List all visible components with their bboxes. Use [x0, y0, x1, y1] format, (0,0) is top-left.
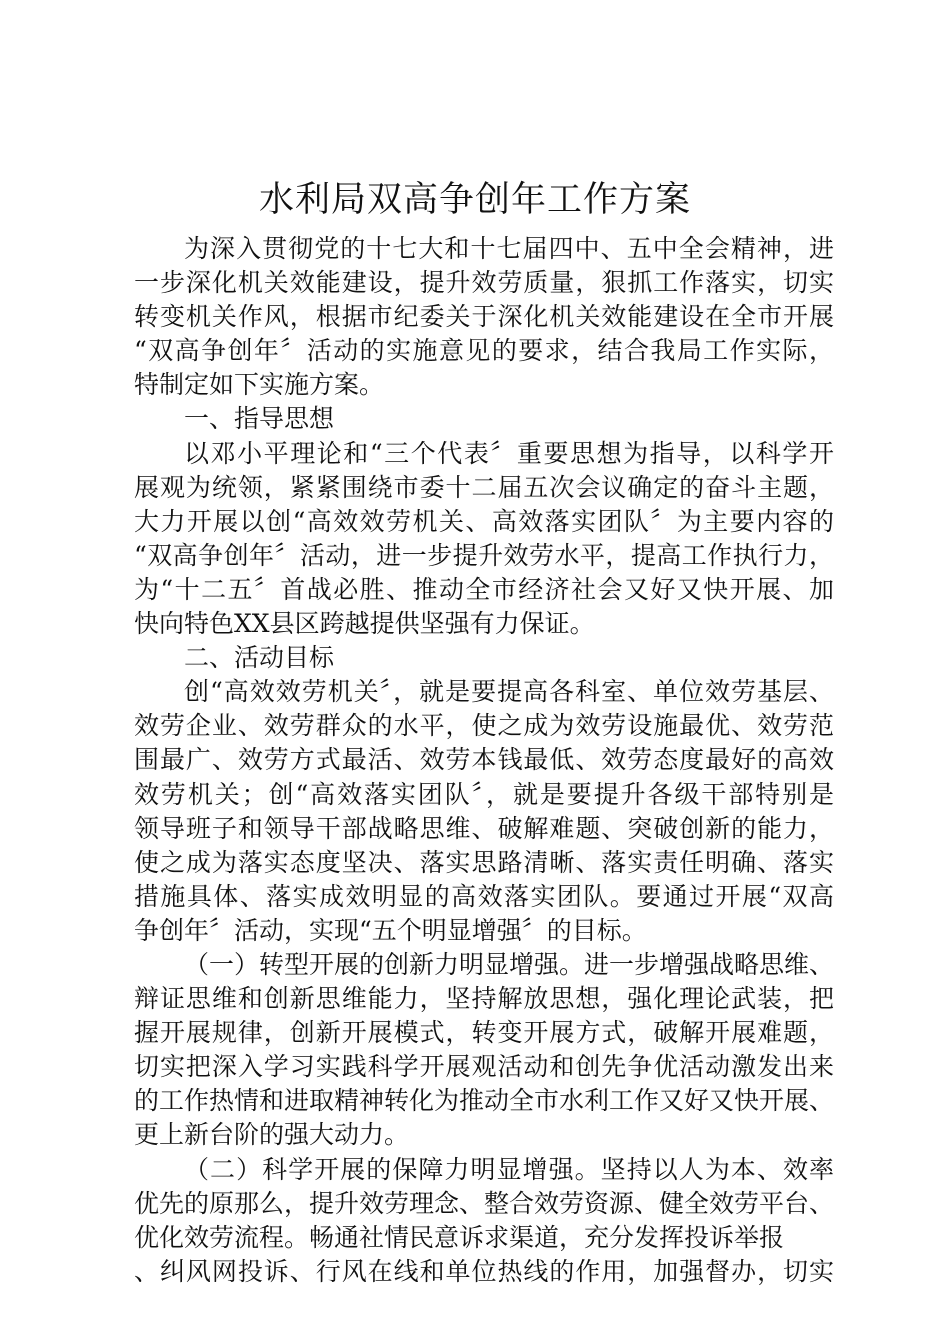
body-line: “双高争创年〞活动的实施意见的要求，结合我局工作实际，: [134, 336, 834, 366]
body-line: （一）转型开展的创新力明显增强。进一步增强战略思维、: [184, 949, 835, 979]
body-line: 为深入贯彻党的十七大和十七届四中、五中全会精神，进: [184, 234, 834, 263]
body-line: 一步深化机关效能建设，提升效劳质量，狠抓工作落实，切实: [134, 268, 834, 298]
body-line: 的工作热情和进取精神转化为推动全市水利工作又好又快开展、: [134, 1086, 835, 1116]
body-line: （二）科学开展的保障力明显增强。坚持以人为本、效率: [184, 1154, 834, 1184]
body-line: 辩证思维和创新思维能力，坚持解放思想，强化理论武装，把: [134, 984, 834, 1014]
body-line: 为“十二五〞首战必胜、推动全市经济社会又好又快开展、加: [134, 574, 834, 604]
body-line: 、纠风网投诉、行风在线和单位热线的作用，加强督办，切实: [134, 1256, 834, 1286]
document-title: 水利局双高争创年工作方案: [258, 180, 691, 220]
body-line: 快向特色XX县区跨越提供坚强有力保证。: [134, 609, 595, 639]
body-line: 大力开展以创“高效效劳机关、高效落实团队〞为主要内容的: [134, 506, 834, 536]
body-line: “双高争创年〞活动，进一步提升效劳水平，提高工作执行力，: [134, 540, 834, 570]
body-line: 效劳企业、效劳群众的水平，使之成为效劳设施最优、效劳范: [134, 711, 834, 741]
body-line: 更上新台阶的强大动力。: [134, 1120, 410, 1150]
body-line: 领导班子和领导干部战略思维、破解难题、突破创新的能力，: [134, 813, 834, 843]
body-line: 使之成为落实态度坚决、落实思路清晰、落实责任明确、落实: [134, 847, 834, 877]
body-line: 展观为统领，紧紧围绕市委十二届五次会议确定的奋斗主题，: [134, 472, 834, 502]
body-line: 二、活动目标: [184, 643, 335, 673]
body-line: 握开展规律，创新开展模式，转变开展方式，破解开展难题，: [134, 1018, 834, 1048]
body-line: 效劳机关；创“高效落实团队〞，就是要提升各级干部特别是: [134, 779, 834, 809]
body-line: 创“高效效劳机关〞，就是要提高各科室、单位效劳基层、: [184, 677, 834, 707]
body-line: 以邓小平理论和“三个代表〞重要思想为指导，以科学开: [184, 438, 834, 468]
body-line: 特制定如下实施方案。: [134, 370, 385, 400]
document-body: [134, 232, 834, 1289]
body-line: 争创年〞活动，实现“五个明显增强〞的目标。: [134, 915, 647, 945]
body-line: 围最广、效劳方式最活、效劳本钱最低、效劳态度最好的高效: [134, 745, 834, 775]
body-line: 优先的原那么，提升效劳理念、整合效劳资源、健全效劳平台、: [134, 1188, 835, 1218]
body-line: 优化效劳流程。畅通社情民意诉求渠道，充分发挥投诉举报: [134, 1222, 785, 1252]
body-line: 措施具体、落实成效明显的高效落实团队。要通过开展“双高: [134, 881, 834, 911]
body-line: 一、指导思想: [184, 404, 335, 434]
body-line: 转变机关作风，根据市纪委关于深化机关效能建设在全市开展: [134, 302, 834, 332]
body-line: 切实把深入学习实践科学开展观活动和创先争优活动激发出来: [134, 1052, 834, 1082]
